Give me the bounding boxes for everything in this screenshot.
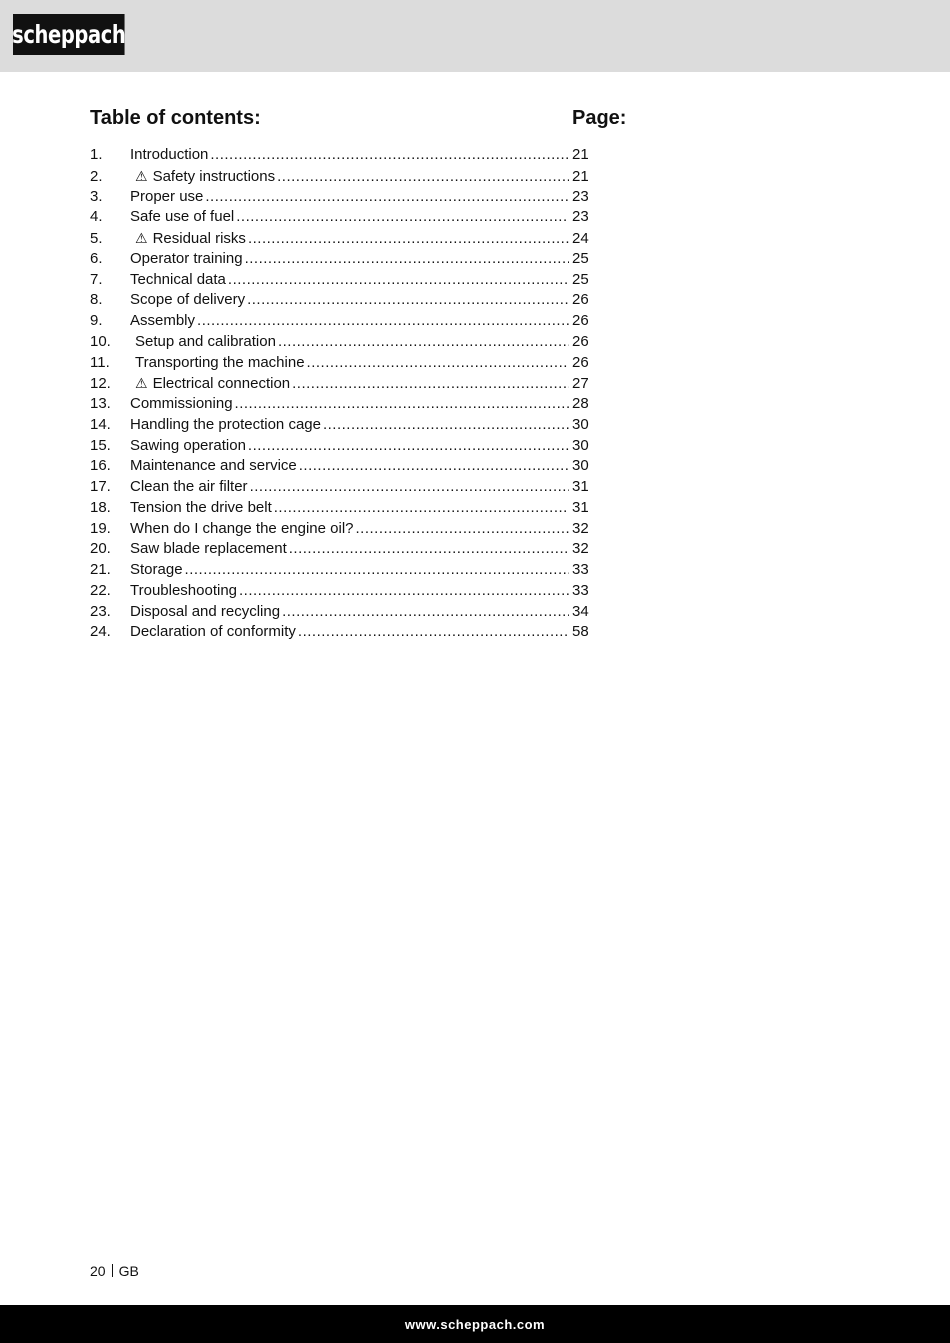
toc-entry-label: Declaration of conformity (130, 623, 296, 641)
toc-entry-page: 30 (572, 457, 589, 475)
toc-entry[interactable] (90, 207, 590, 228)
toc-entry[interactable] (90, 394, 590, 415)
toc-entry-label: Transporting the machine (135, 353, 305, 371)
toc-entry-page: 32 (572, 519, 589, 537)
dot-leader (299, 456, 569, 477)
toc-entry-number: 9. (90, 312, 103, 329)
dot-leader (236, 207, 569, 228)
toc-entry[interactable] (90, 415, 590, 436)
toc-entry-page: 28 (572, 395, 589, 412)
toc-entry-label-wrap (130, 228, 246, 250)
toc-entry-label: Disposal and recycling (130, 602, 281, 620)
toc-entry-label-wrap (130, 560, 183, 581)
dot-leader (228, 270, 569, 291)
dot-leader (323, 415, 569, 436)
toc-entry-page: 30 (572, 415, 589, 433)
toc-entry[interactable] (90, 270, 590, 291)
toc-entry-label-wrap (130, 519, 354, 540)
toc-entry-number: 3. (90, 187, 103, 205)
toc-entry-page: 26 (572, 332, 589, 350)
language-code: GB (118, 1263, 139, 1279)
website-link[interactable]: www.scheppach.com (404, 1316, 546, 1332)
dot-leader (205, 187, 569, 208)
dot-leader (250, 477, 569, 498)
toc-entry-label: Troubleshooting (130, 581, 238, 599)
toc-entry-page: 24 (572, 230, 589, 247)
toc-entry[interactable] (90, 477, 590, 498)
toc-entry[interactable] (90, 436, 590, 457)
toc-entry-number: 13. (90, 395, 111, 412)
dot-leader (289, 539, 569, 560)
toc-entry-page: 31 (572, 498, 589, 516)
toc-entry-label: When do I change the engine oil? (130, 519, 354, 537)
toc-entry-label: Sawing operation (130, 436, 246, 454)
toc-entry-label: Handling the protection cage (130, 415, 321, 433)
toc-entry-page: 26 (572, 353, 589, 371)
dot-leader (298, 622, 569, 643)
toc-entry-page: 23 (572, 208, 589, 226)
toc-entry-label-wrap (130, 456, 297, 477)
toc-entry-number: 15. (90, 436, 111, 454)
dot-leader (248, 436, 569, 457)
toc-entry-label-wrap (130, 353, 305, 374)
toc-entry[interactable] (90, 602, 590, 623)
toc-entry-label-wrap (130, 477, 248, 498)
toc-entry-page: 23 (572, 187, 589, 205)
toc-entry-number: 1. (90, 146, 103, 163)
toc-entry-page: 32 (572, 540, 589, 558)
toc-entry-label-wrap (130, 373, 290, 395)
toc-entry-number: 4. (90, 208, 103, 226)
dot-leader (356, 519, 570, 540)
toc-entry-number: 20. (90, 540, 111, 558)
toc-entry-number: 12. (90, 375, 111, 393)
toc-entry-number: 19. (90, 519, 111, 537)
toc-entry-page: 58 (572, 623, 589, 641)
toc-entry[interactable] (90, 622, 590, 643)
toc-list (90, 145, 590, 643)
toc-entry-number: 7. (90, 270, 103, 288)
brand-logo: scheppach (13, 14, 125, 55)
toc-entry-label-wrap (130, 602, 280, 623)
toc-entry-number: 2. (90, 167, 103, 185)
toc-entry-label-wrap (130, 498, 272, 519)
dot-leader (307, 353, 569, 374)
toc-entry-label: Operator training (130, 249, 243, 267)
toc-entry-number: 22. (90, 581, 111, 599)
toc-entry-label-wrap (130, 145, 208, 166)
toc-entry-label: Tension the drive belt (130, 498, 272, 516)
toc-entry[interactable] (90, 539, 590, 560)
toc-entry-page: 34 (572, 602, 589, 620)
toc-entry[interactable] (90, 519, 590, 540)
toc-entry-page: 26 (572, 291, 589, 309)
toc-entry[interactable] (90, 145, 590, 166)
toc-entry[interactable] (90, 373, 590, 394)
dot-leader (235, 394, 569, 415)
toc-entry-page: 21 (572, 146, 589, 163)
dot-leader (278, 332, 569, 353)
page-footer (90, 1263, 139, 1279)
toc-entry-page: 30 (572, 436, 589, 454)
dot-leader (245, 249, 569, 270)
toc-entry-number: 21. (90, 561, 111, 578)
toc-entry-number: 24. (90, 623, 111, 641)
toc-title: Table of contents: (90, 107, 261, 129)
toc-entry[interactable] (90, 290, 590, 311)
warning-triangle-icon: ⚠ (135, 167, 148, 184)
toc-entry-number: 5. (90, 230, 103, 247)
toc-page-heading: Page: (572, 107, 627, 129)
toc-entry-label-wrap (130, 539, 287, 560)
toc-entry[interactable] (90, 456, 590, 477)
warning-triangle-icon: ⚠ (135, 230, 148, 246)
dot-leader (248, 229, 569, 250)
toc-entry-page: 33 (572, 561, 589, 578)
page-number: 20 (90, 1263, 106, 1279)
dot-leader (274, 498, 569, 519)
footer-band (0, 1305, 950, 1343)
toc-entry-page: 25 (572, 249, 589, 267)
toc-entry-label-wrap (130, 207, 234, 228)
toc-entry-label: Clean the air filter (130, 478, 248, 495)
toc-entry-number: 23. (90, 602, 111, 620)
toc-entry-page: 27 (572, 375, 589, 393)
toc-entry-label-wrap (130, 332, 276, 353)
toc-entry[interactable] (90, 228, 590, 249)
toc-entry-label-wrap (130, 166, 275, 188)
dot-leader (185, 560, 569, 581)
toc-entry-page: 33 (572, 581, 589, 599)
dot-leader (282, 602, 569, 623)
toc-entry[interactable] (90, 332, 590, 353)
toc-entry[interactable] (90, 353, 590, 374)
toc-entry-label-wrap (130, 249, 243, 270)
toc-entry-label: Assembly (130, 312, 196, 329)
toc-entry-label: Commissioning (130, 395, 233, 412)
toc-entry[interactable] (90, 187, 590, 208)
dot-leader (247, 290, 569, 311)
toc-entry-label: Residual risks (152, 230, 246, 247)
toc-entry-number: 6. (90, 249, 103, 267)
toc-entry-page: 26 (572, 312, 589, 329)
toc-entry-page: 25 (572, 270, 589, 288)
toc-entry-label-wrap (130, 311, 195, 332)
toc-entry-number: 17. (90, 478, 111, 495)
toc-entry[interactable] (90, 560, 590, 581)
toc-entry-label: Safe use of fuel (130, 208, 235, 226)
dot-leader (239, 581, 569, 602)
toc-entry-label: Proper use (130, 187, 204, 205)
header-band (0, 0, 950, 72)
toc-entry-label: Setup and calibration (135, 332, 276, 350)
toc-entry-label: Storage (130, 561, 183, 578)
toc-entry[interactable] (90, 581, 590, 602)
toc-entry-label-wrap (130, 581, 237, 602)
toc-entry[interactable] (90, 311, 590, 332)
toc-entry-number: 14. (90, 415, 111, 433)
warning-triangle-icon: ⚠ (135, 375, 148, 392)
toc-entry-page: 21 (572, 167, 589, 185)
toc-entry-label-wrap (130, 270, 226, 291)
dot-leader (277, 167, 569, 188)
toc-entry[interactable] (90, 249, 590, 270)
toc-entry-number: 18. (90, 498, 111, 516)
toc-entry[interactable] (90, 498, 590, 519)
footer-separator (112, 1264, 113, 1277)
toc-entry-number: 10. (90, 332, 111, 350)
toc-entry[interactable] (90, 166, 590, 187)
toc-entry-label: Safety instructions (152, 167, 276, 185)
toc-entry-label: Electrical connection (152, 375, 291, 393)
toc-entry-label: Scope of delivery (130, 291, 246, 309)
toc-entry-label: Saw blade replacement (130, 540, 287, 558)
dot-leader (197, 311, 569, 332)
toc-entry-label-wrap (130, 415, 321, 436)
toc-entry-label-wrap (130, 290, 245, 311)
toc-entry-number: 11. (90, 353, 110, 371)
toc-entry-label-wrap (130, 622, 296, 643)
toc-entry-label-wrap (130, 436, 246, 457)
toc-entry-number: 8. (90, 291, 103, 309)
dot-leader (292, 374, 569, 395)
dot-leader (210, 145, 569, 166)
toc-entry-label: Technical data (130, 270, 226, 288)
toc-entry-label-wrap (130, 394, 233, 415)
toc-entry-label: Introduction (130, 146, 209, 163)
toc-entry-number: 16. (90, 457, 111, 475)
toc-entry-label-wrap (130, 187, 203, 208)
toc-entry-page: 31 (572, 478, 589, 495)
toc-entry-label: Maintenance and service (130, 457, 297, 475)
